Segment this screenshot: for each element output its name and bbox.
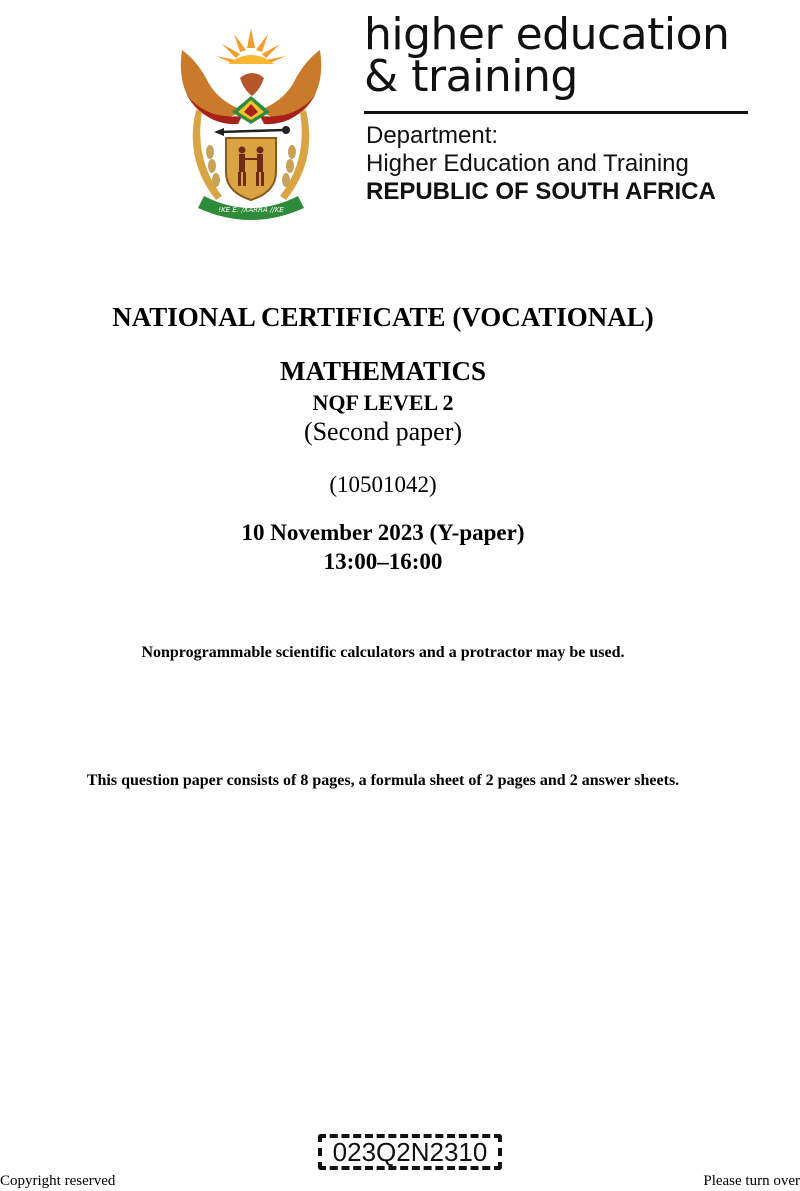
brand-title-line2: & training xyxy=(364,51,578,102)
copyright-notice: Copyright reserved xyxy=(0,1173,116,1189)
nqf-level: NQF LEVEL 2 xyxy=(312,390,454,415)
department-info xyxy=(366,122,716,206)
svg-text:!KE E: /XARRA //KE: !KE E: /XARRA //KE xyxy=(218,206,284,214)
department-label: Department: xyxy=(366,122,499,149)
subject-title: MATHEMATICS xyxy=(279,356,486,386)
paper-code-box xyxy=(318,1134,502,1170)
brand-title-line1: higher education xyxy=(364,9,730,60)
coat-of-arms-logo xyxy=(176,20,326,220)
south-africa-coat-of-arms-icon xyxy=(176,20,326,220)
brand-divider xyxy=(364,111,748,114)
turn-over-notice: Please turn over xyxy=(703,1173,800,1189)
country-name: REPUBLIC OF SOUTH AFRICA xyxy=(366,178,716,205)
page-count-note: This question paper consists of 8 pages, a formula sheet of 2 pages and 2 answer sheets. xyxy=(86,772,680,789)
exam-date: 10 November 2023 (Y-paper) xyxy=(241,520,525,545)
paper-code: 023Q2N2310 xyxy=(332,1136,488,1167)
paper-number: (Second paper) xyxy=(303,417,463,446)
calculator-note: Nonprogrammable scientific calculators and a protractor may be used. xyxy=(141,644,625,661)
subject-code: (10501042) xyxy=(329,472,437,497)
department-name: Higher Education and Training xyxy=(366,150,689,177)
certificate-title: NATIONAL CERTIFICATE (VOCATIONAL) xyxy=(112,302,654,332)
department-branding xyxy=(364,9,754,205)
exam-time: 13:00–16:00 xyxy=(323,549,443,574)
